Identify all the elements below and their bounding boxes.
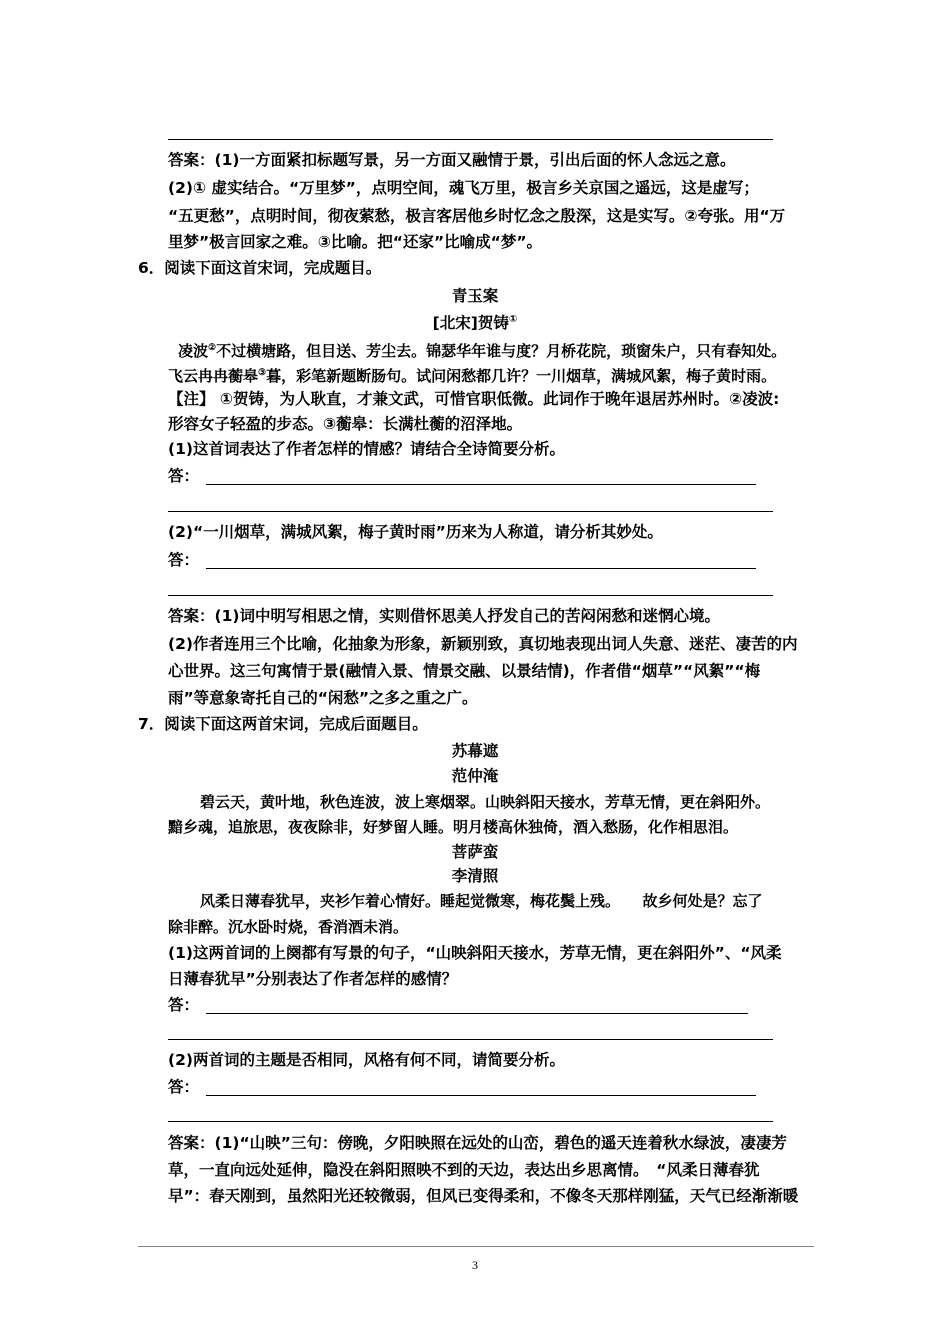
answer-7-line-3: 早”：春天刚到，虽然阳光还较微弱，但风已变得柔和，不像冬天那样刚猛，天气已经渐渐暖 [168,1187,799,1205]
question-6-2: (2)“一川烟草，满城风絮，梅子黄时雨”历来为人称道，请分析其妙处。 [168,523,663,541]
answer-5-line-2 [168,175,759,201]
answer-6-line-4: 雨”等意象寄托自己的“闲愁”之多之重之广。 [168,689,478,707]
answer-blank-line[interactable] [206,484,756,485]
answer-blank-line[interactable] [168,1121,773,1122]
poem-author: 李清照 [451,867,499,885]
poem-line-2: 黯乡魂，追旅思，夜夜除非，好梦留人睡。明月楼高休独倚，酒入愁肠，化作相思泪。 [168,818,739,836]
answer-5-line-1 [168,147,735,173]
answer-label: 答案： [168,1134,215,1152]
answer-line [168,139,773,140]
answer-label: 答案： [168,607,215,625]
question-6-title: 6．阅读下面这首宋词，完成题目。 [138,259,382,277]
answer-6-line-1: 答案：(1)词中明写相思之情，实则借怀思美人抒发自己的苦闷闲愁和迷惘心境。 [168,607,720,625]
answer-blank-line[interactable] [168,1039,773,1040]
question-7-title: 7．阅读下面这两首宋词，完成后面题目。 [138,715,428,733]
question-7-1-line-1: (1)这两首词的上阕都有写景的句子，“山映斜阳天接水，芳草无情，更在斜阳外”、“风柔 [168,944,782,962]
answer-prompt: 答： [168,996,200,1014]
footer-divider [138,1246,814,1247]
answer-text: “五更愁”，点明时间，彻夜萦愁，极言客居他乡时忆念之殷深，这是实写。②夸张。用“万 [168,207,786,225]
poem-author: 范仲淹 [451,767,499,785]
answer-blank-line[interactable] [206,1095,756,1096]
question-7-2: (2)两首词的主题是否相同，风格有何不同，请简要分析。 [168,1051,565,1069]
answer-prompt: 答： [168,551,200,569]
footnote-marker: ② [208,343,217,353]
poem-title: 青玉案 [451,287,499,305]
poem-title: 苏幕遮 [451,742,499,760]
answer-text: 里梦”极言回家之难。③比喻。把“还家”比喻成“梦”。 [168,233,543,251]
poem-line-1: 碧云天，黄叶地，秋色连波，波上寒烟翠。山映斜阳天接水，芳草无情，更在斜阳外。 [200,793,771,811]
answer-5-line-4 [168,229,542,255]
poem-line-2: 除非醉。沉水卧时烧，香消酒未消。 [168,918,409,936]
answer-blank-line[interactable] [168,595,773,596]
answer-prompt: 答： [168,1078,200,1096]
answer-7-line-1: 答案：(1)“山映”三句：傍晚，夕阳映照在远处的山峦，碧色的遥天连着秋水绿波，凄凄芳 [168,1134,787,1152]
poem-line-2: 飞云冉冉蘅皋③暮，彩笔新题断肠句。试问闲愁都几许？一川烟草，满城风絮，梅子黄时雨。 [168,367,777,385]
answer-blank-line[interactable] [206,568,756,569]
answer-blank-line[interactable] [206,1013,748,1014]
answer-text: (2)① 虚实结合。“万里梦”，点明空间，魂飞万里，极言乡关京国之遥远，这是虚写； [168,179,759,197]
note-line-1: 【注】 ①贺铸，为人耿直，才兼文武，可惜官职低微。此词作于晚年退居苏州时。②凌波: [168,390,780,408]
question-6-1: (1)这首词表达了作者怎样的情感？请结合全诗简要分析。 [168,440,565,458]
question-7-1-line-2: 日薄春犹早”分别表达了作者怎样的感情？ [168,970,458,988]
answer-label: 答案： [168,151,215,169]
note-line-2: 形容女子轻盈的步态。③蘅皋：长满杜蘅的沼泽地。 [168,415,523,433]
poem-author: [北宋]贺铸① [432,314,518,333]
answer-6-line-2: (2)作者连用三个比喻，化抽象为形象，新颖别致，真切地表现出词人失意、迷茫、凄苦的内 [168,635,798,653]
poem-line-1: 风柔日薄春犹早，夹衫乍着心情好。睡起觉微寒，梅花鬓上残。 故乡何处是？忘了 [200,892,763,910]
answer-7-line-2: 草，一直向远处延伸，隐没在斜阳照映不到的天边，表达出乡思离情。 “风柔日薄春犹 [168,1161,760,1179]
page-number: 3 [472,1258,478,1272]
answer-5-line-3 [168,203,785,229]
answer-6-line-3: 心世界。这三句寓情于景(融情入景、情景交融、以景结情)，作者借“烟草”“风絮”“梅 [168,662,761,680]
poem-title: 菩萨蛮 [451,843,499,861]
footnote-marker: ③ [258,368,267,378]
answer-text: (1)一方面紧扣标题写景，另一方面又融情于景，引出后面的怀人念远之意。 [214,151,736,169]
answer-prompt: 答： [168,467,200,485]
footnote-marker: ① [508,314,518,325]
answer-blank-line[interactable] [168,511,773,512]
poem-line-1: 凌波②不过横塘路，但目送、芳尘去。锦瑟华年谁与度？月桥花院，琐窗朱户，只有春知处。 [178,342,787,360]
